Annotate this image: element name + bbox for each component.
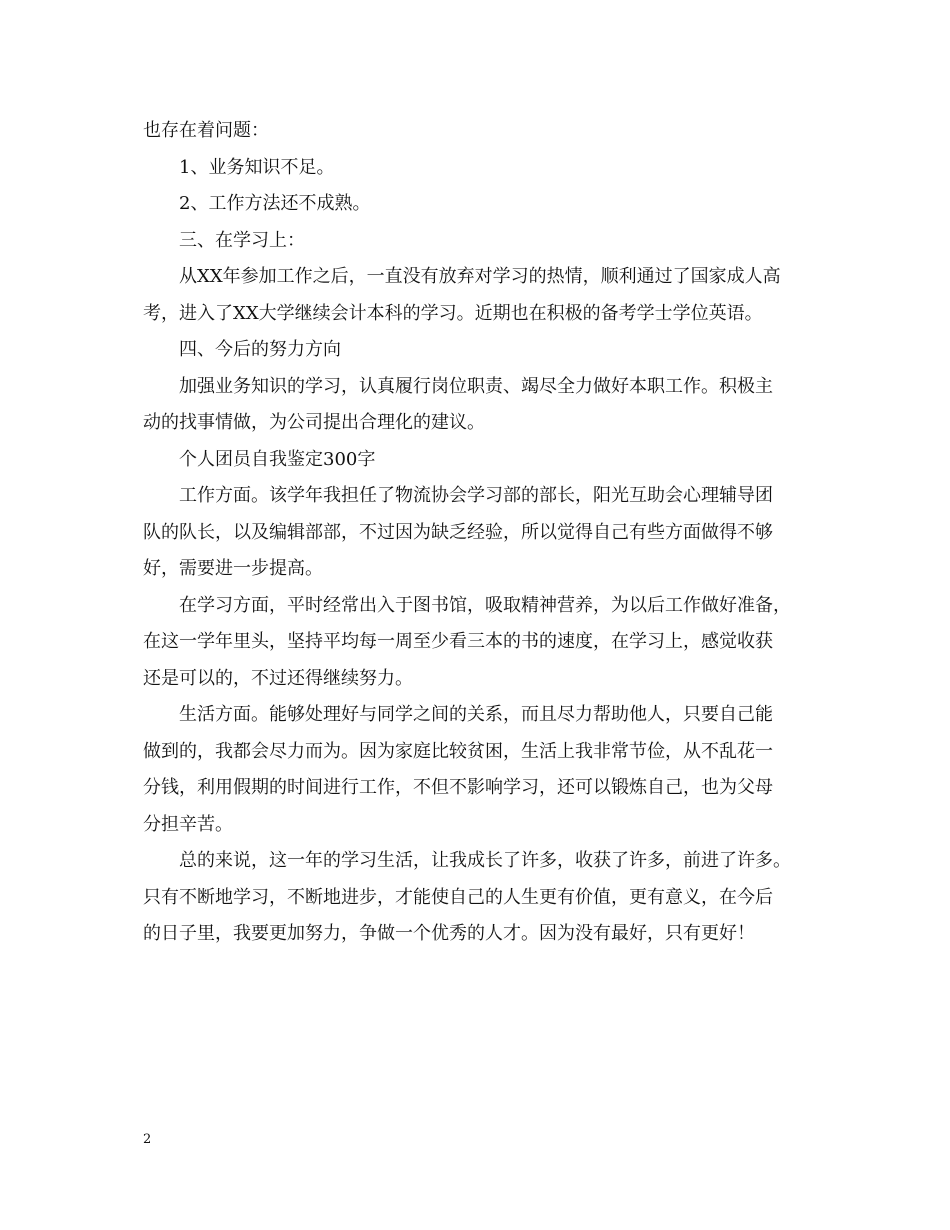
section-heading: 三、在学习上： bbox=[179, 229, 305, 251]
paragraph-line: 在学习方面，平时经常出入于图书馆，吸取精神营养，为以后工作做好准备， bbox=[179, 594, 791, 616]
paragraph-line: 分钱，利用假期的时间进行工作，不但不影响学习，还可以锻炼自己，也为父母 bbox=[143, 777, 773, 798]
paragraph-line: 在这一学年里头，坚持平均每一周至少看三本的书的速度，在学习上，感觉收获 bbox=[143, 631, 773, 652]
paragraph-line: 工作方面。该学年我担任了物流协会学习部的部长，阳光互助会心理辅导团 bbox=[179, 485, 773, 506]
page-number: 2 bbox=[143, 1132, 152, 1147]
paragraph-line: 生活方面。能够处理好与同学之间的关系，而且尽力帮助他人，只要自己能 bbox=[179, 704, 773, 725]
paragraph-line: 好，需要进一步提高。 bbox=[143, 558, 323, 579]
list-item: 1、业务知识不足。 bbox=[179, 156, 335, 178]
list-item: 2、工作方法还不成熟。 bbox=[179, 193, 371, 214]
document-body bbox=[143, 113, 823, 953]
text-line: 也存在着问题： bbox=[143, 120, 269, 141]
paragraph-line: 考，进入了XX大学继续会计本科的学习。近期也在积极的备考学士学位英语。 bbox=[143, 302, 763, 324]
paragraph-line: 的日子里，我要更加努力，争做一个优秀的人才。因为没有最好，只有更好！ bbox=[143, 923, 755, 944]
section-title: 个人团员自我鉴定300字 bbox=[179, 448, 376, 470]
paragraph-line: 分担辛苦。 bbox=[143, 813, 233, 835]
paragraph-line: 加强业务知识的学习，认真履行岗位职责、竭尽全力做好本职工作。积极主 bbox=[179, 375, 773, 397]
paragraph-line: 队的队长，以及编辑部部，不过因为缺乏经验，所以觉得自己有些方面做得不够 bbox=[143, 521, 773, 543]
paragraph-line: 只有不断地学习，不断地进步，才能使自己的人生更有价值，更有意义，在今后 bbox=[143, 886, 773, 908]
section-heading: 四、今后的努力方向 bbox=[179, 339, 341, 360]
paragraph-line: 动的找事情做，为公司提出合理化的建议。 bbox=[143, 412, 485, 433]
paragraph-line: 从XX年参加工作之后，一直没有放弃对学习的热情，顺利通过了国家成人高 bbox=[179, 266, 781, 287]
paragraph-line: 总的来说，这一年的学习生活，让我成长了许多，收获了许多，前进了许多。 bbox=[179, 850, 791, 871]
paragraph-line: 还是可以的，不过还得继续努力。 bbox=[143, 667, 413, 689]
paragraph-line: 做到的，我都会尽力而为。因为家庭比较贫困，生活上我非常节俭，从不乱花一 bbox=[143, 740, 773, 762]
